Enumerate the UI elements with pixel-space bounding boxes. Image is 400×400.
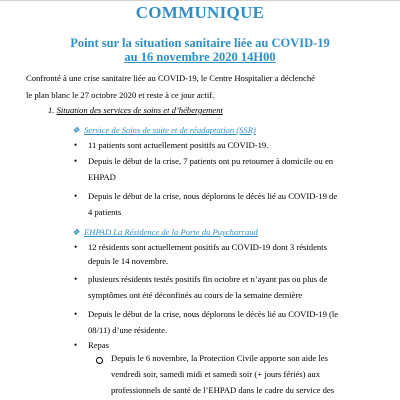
intro-line-2: le plan blanc le 27 octobre 2020 et reste à ce jour actif. (26, 90, 215, 100)
ehpad-heading (72, 227, 258, 238)
ehpad-item-2-line-1: plusieurs résidents testés positifs fin octobre et n’ayant pas ou plus de (88, 274, 328, 284)
bullet-icon: • (74, 274, 78, 284)
ssr-item-1: 11 patients sont actuellement positifs au COVID-19. (88, 140, 269, 150)
diamond-bullet-icon: ❖ (72, 227, 80, 237)
document-date: au 16 novembre 2020 14H00 (124, 50, 276, 64)
section-label: Situation des services de soins et d’hébergement (56, 105, 223, 115)
document-subtitle: Point sur la situation sanitaire liée au COVID-19 (70, 36, 330, 50)
ssr-heading (72, 125, 256, 136)
ssr-item-3-line-1: Depuis le début de la crise, nous déplorons le décès lié au COVID-19 de (88, 191, 338, 201)
ehpad-item-3-line-2: 08/11) d’une résidente. (88, 325, 168, 335)
section-number: 1. (48, 105, 55, 115)
document-title: COMMUNIQUE (135, 3, 265, 22)
circle-bullet-icon (96, 357, 103, 364)
repas-item-line-2: vendredi soir, samedi midi et samedi soir (+ jours fériés) aux (111, 369, 321, 379)
ssr-item-3-line-2: 4 patients (88, 207, 122, 217)
ehpad-item-1-line-1: 12 résidents sont actuellement positifs au COVID-19 dont 3 résidents (88, 242, 327, 252)
ssr-item-2-line-2: EHPAD (88, 172, 116, 182)
intro-line-1: Confronté à une crise sanitaire liée au COVID-19, le Centre Hospitalier a déclenché (26, 73, 315, 83)
section-heading (48, 105, 223, 116)
bullet-icon: • (74, 156, 78, 166)
bullet-icon: • (74, 242, 78, 252)
repas-item-line-3: professionnels de santé de l’EHPAD dans le cadre du service des (111, 385, 335, 395)
ehpad-item-2-line-2: symptômes ont été déconfinés au cours de la semaine dernière (88, 290, 303, 300)
bullet-icon: • (74, 140, 78, 150)
ehpad-item-1-line-2: depuis le 14 novembre. (88, 256, 169, 266)
ehpad-item-3-line-1: Depuis le début de la crise, nous déplorons le décès lié au COVID-19 (le (88, 309, 339, 319)
ssr-item-2-line-1: Depuis le début de la crise, 7 patients ont pu retourner à domicile ou en (88, 156, 334, 166)
bullet-icon: • (74, 309, 78, 319)
repas-label: Repas (88, 340, 110, 350)
repas-item-line-1: Depuis le 6 novembre, la Protection Civile apporte son aide les (111, 353, 328, 363)
ssr-label: Service de Soins de suite et de réadaptation (SSR) (84, 125, 256, 135)
diamond-bullet-icon: ❖ (72, 125, 80, 135)
bullet-icon: • (74, 340, 78, 350)
bullet-icon: • (74, 191, 78, 201)
ehpad-label: EHPAD La Résidence de la Porte du Puycharraud (84, 227, 258, 237)
